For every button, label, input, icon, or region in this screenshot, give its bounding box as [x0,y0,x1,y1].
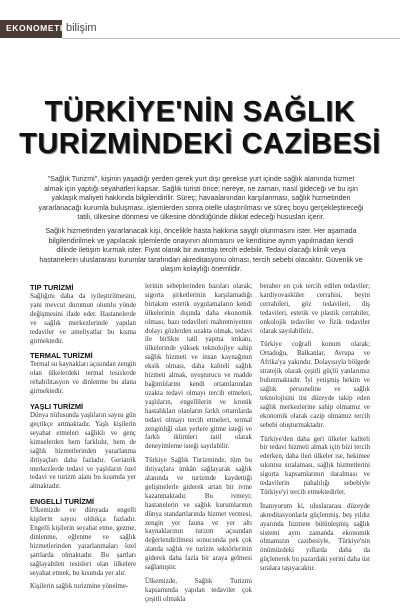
body-paragraph: Kişilerin sağlık turizmine yönelme- [30,583,129,591]
body-paragraph: Dünya nüfusunda yaşlıların sayısı gün geçtikçe artmaktadır. Yaşlı kişilerin seyahat etmeleri sağlıklı ve genç kimselerden hem farklıdır, hem de sağlık hizmetlerinden yararlanma ihtiyaçları daha fazladır. Geriatrik merkezlerde tedavi ve yaşlıların özel tedavi ve turizm alanı bu kısımda yer almaktadır. [30,412,136,491]
article-title-line-1: TÜRKİYE'NİN SAĞLIK [44,96,356,128]
body-paragraph: Sağlığını daha da iyileştirilmesini, yani mevcut durumun olumlu yönde değişmesini ifade eder. Hastanelerde ve sağlık merkezlerinde yapılan tedaviler ve ameliyatlar bu kısma girmektedir. [30,293,136,345]
body-paragraph: Türkiye coğrafi konum olarak; Ortadoğu, Balkanlar, Avrupa ve Afrika'ya yakındır. Dolayısıyla bölgede stratejik olarak çeşitli güçlü yanlarımız bulunmaktadır. İyi yetişmiş hekim ve sağlık personeline ve sağlık teknolojisini üst düzeyde takip eden sağlık merkezlerine sahip olmamız ve ekonomik olarak cazip olmamız tercih sebebi oluşturmaktadır. [260,341,370,429]
lead-paragraph-1: "Sağlık Turizmi", kişinin yaşadığı yerden gerek yurt dışı gerekse yurt içinde sağlık alanında hizmet almak için yaptığı seyahatleri kapsar. Sağlık turisti önce; nereye, ne zaman, nasıl gideceği ve bu işin yaklaşık maliyeti hakkında bilgilendirilir. Süreç; havaalanından karşılanması, sağlık hizmetinden yararlanacağı kurumla buluşması, işlemlerden sonra otelle ulaştırılması ve süreç boyu gerçekleştireceği tatili, ülkesine dönmesi ve ülkesine döndüğünde dikkat edeceği hususları içerir. [38,175,364,222]
section-heading: YAŞLI TURİZMİ [30,402,84,412]
body-paragraph: Ülkemizde, Sağlık Turizmi kapsamında yapılan tedaviler çok çeşitli olmakla [145,578,252,603]
section-heading: ENGELLİ TURİZMİ [30,497,95,507]
body-paragraph: İnanıyorum ki, uluslararası düzeyde akreditasyonlarla güçlenmiş, beş yıldız ayarında hizmete bütünleşmiş sağlık sistemi aynı zamanda ekonomik olmamızın cazibesiyle, Türkiye'nin önümüzdeki yıllarda daha da güçlenerek bu pazardaki yerini daha üst sıralara taşıyacaktır. [260,502,370,573]
body-paragraph: lerinin sebeplerinden bazıları olarak; sigorta şirketlerinin karşılamadığı birtakım estetik uygulamaların kendi ülkelerinin dışında daha ekonomik olması, bazı tedavileri mahremiyetten dolayı gözlerden uzakta olmak, tedavi ile birlikte tatil yapma imkanı, ülkelerinde yüksek teknolojiye sahip sağlık hizmeti ve insan kaynağının eksik olması, daha kaliteli sağlık hizmeti almak, uyuşturucu ve madde bağımlılarını kendi ortamlarından uzakta tedavi olmayı tercih etmeleri, yaşlıların, engellilerin ve kronik hastalıkları olanların farklı ortamlarda tedavi olmayı tercih etmeleri, termal zenginliği olan yerlere gitme isteği ve farklı iklimleri tatil olarak deneyimleme isteği sayılabilir. [145,283,252,451]
body-paragraph: Türkiye'den daha geri ülkeler kaliteli bir tedavi hizmeti almak için bizi tercih ederken, daha ileri ülkeler ise, hekimee sıkıntısı sıralaması, sağlık hizmetlerini sigorta kapsamlarının daralması ve tedavilerin pahalılığı sebebiyle Türkiye'yi tercih etmektedirler. [260,435,370,496]
body-paragraph: Türkiye Sağlık Turizminde, tüm bu ihtiyaçlara imkân sağlayarak sağlık alanında ve turizmde kaydettiği gelişmelerle giderek artan bir ivme kazanmaktadır. Bu ivmeyi; hastanelerin ve sağlık kurumlarının dünya standartlarında hizmet vermesi, zengin yer fauna ve yer altı kaynaklarının turizm açısından değerlendirilmesi sonucunda pek çok alanda sağlık ve turizm sektörlerinin giderek daha fazla bir araya gelmesi sağlamıştır. [145,457,252,572]
section-heading: TERMAL TURİZMİ [30,351,93,361]
article-title-line-2: TURİZMİNDEKİ CAZİBESİ [19,128,381,160]
subsection-label: bilişim [66,22,97,34]
article-column-2 [145,283,252,610]
article-column-3 [260,283,370,579]
body-paragraph: beraber en çok tercih edilen tedaviler; kardiyovasküler cerrahisi, beyin cerrahileri, göz tedavileri, diş tedavileri, estetik ve plastik cerrahiler, onkolojik tedaviler ve fizik tedaviler olarak sayılabiliriz. [260,283,370,335]
section-heading: TIP TURİZMİ [30,283,74,292]
header-rule [62,38,400,39]
body-paragraph: Ülkemizde ve dünyada engelli kişilerin sayısı oldukça fazladır. Engelli kişilerin seyahat etme, gezme, dinlenme, eğlenme ve sağlık hizmetlerinden yararlanmaları özel şartlarda olmaktadır. Bu şartları sağlayabilen tesisleri olan ülkelere seyahat etmek, bu kısımda yer alır. [30,507,136,577]
section-label: EKONOMETRİ [6,23,70,33]
body-paragraph: Termal su kaynakları açısından zengin olan ülkelerdeki termal tesislerde rehabilitasyon ve dinlenme bu alana girmektedir. [30,361,136,396]
article-column-1 [30,283,136,597]
lead-paragraph-2: Sağlık hizmetinden yararlanacak kişi, öncelikle hasta hakkına sayglı olunmasını ister. Her aşamada bilgilendirilmek ve yapılacak işlemlerde onayının alınmasını ve kendisine ayrım yapılmadan kendi dilinde iletişim kurmak ister. Fiyat olarak bir avantajı tercih edebilir. Tedavi olacağı klinik veya hastanelerin uluslararası kurumlar tarafından akreditasyonu olması, tercih sebebi olacaktır. Güvenlik ve ulaşım kolaylığı önemlidir. [39,227,363,274]
page-header [0,0,400,56]
